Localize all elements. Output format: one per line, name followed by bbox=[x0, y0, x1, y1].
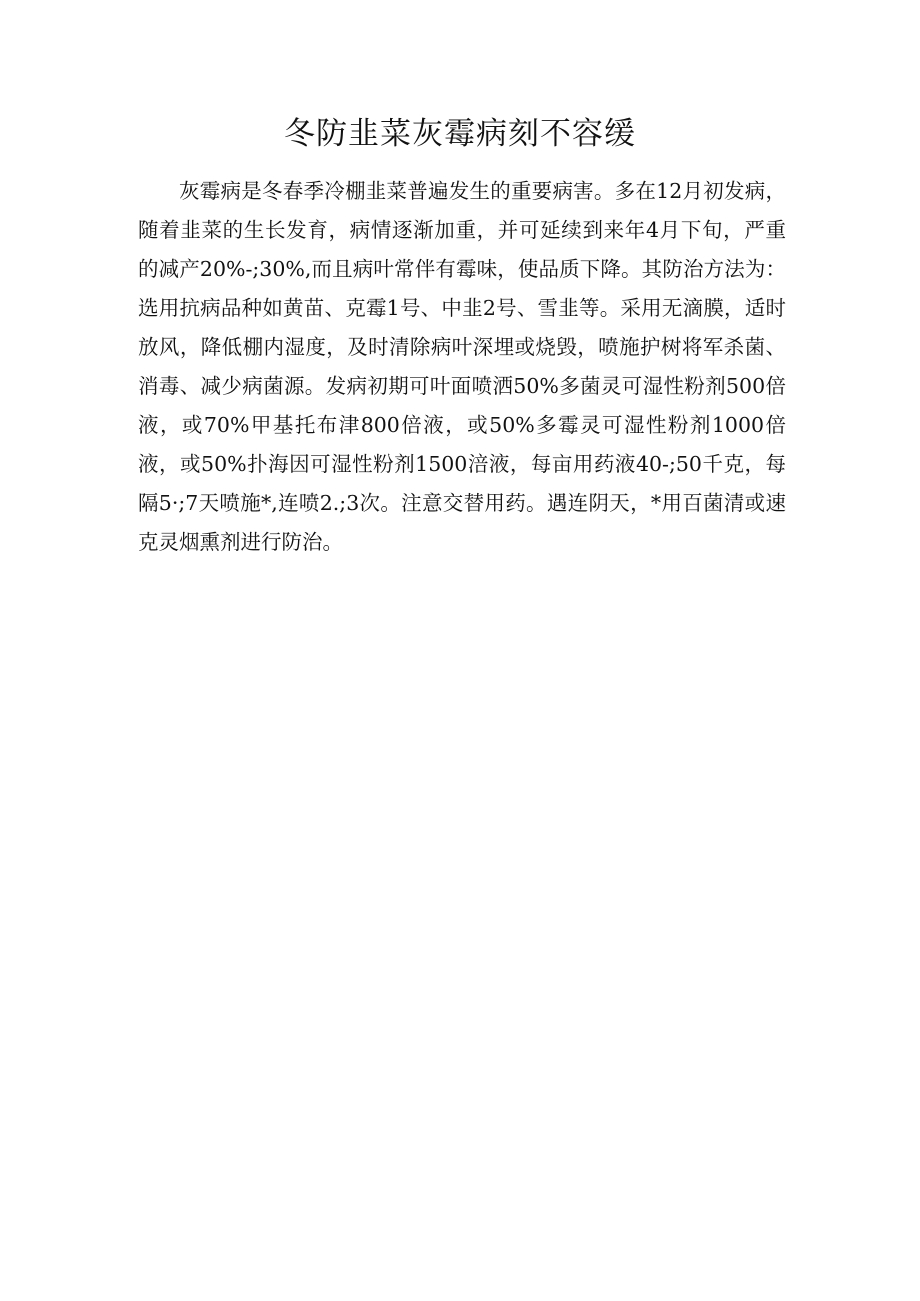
document-body-paragraph: 灰霉病是冬春季冷棚韭菜普遍发生的重要病害。多在12月初发病，随着韭菜的生长发育，病情逐渐加重，并可延续到来年4月下旬，严重的减产20%-;30%,而且病叶常伴有霉味，使品质下降。其防治方法为：选用抗病品种如黄苗、克霉1号、中韭2号、雪韭等。采用无滴膜，适时放风，降低棚内湿度，及时清除病叶深埋或烧毁，喷施护树将军杀菌、消毒、减少病菌源。发病初期可叶面喷洒50%多菌灵可湿性粉剂500倍液，或70%甲基托布津800倍液，或50%多霉灵可湿性粉剂1000倍液，或50%扑海因可湿性粉剂1500涪液，每亩用药液40-;50千克，每隔5·;7天喷施*,连喷2.;3次。注意交替用药。遇连阴天，*用百菌清或速克灵烟熏剂进行防治。 bbox=[138, 179, 786, 554]
document-title: 冬防韭菜灰霉病刻不容缓 bbox=[284, 116, 636, 152]
